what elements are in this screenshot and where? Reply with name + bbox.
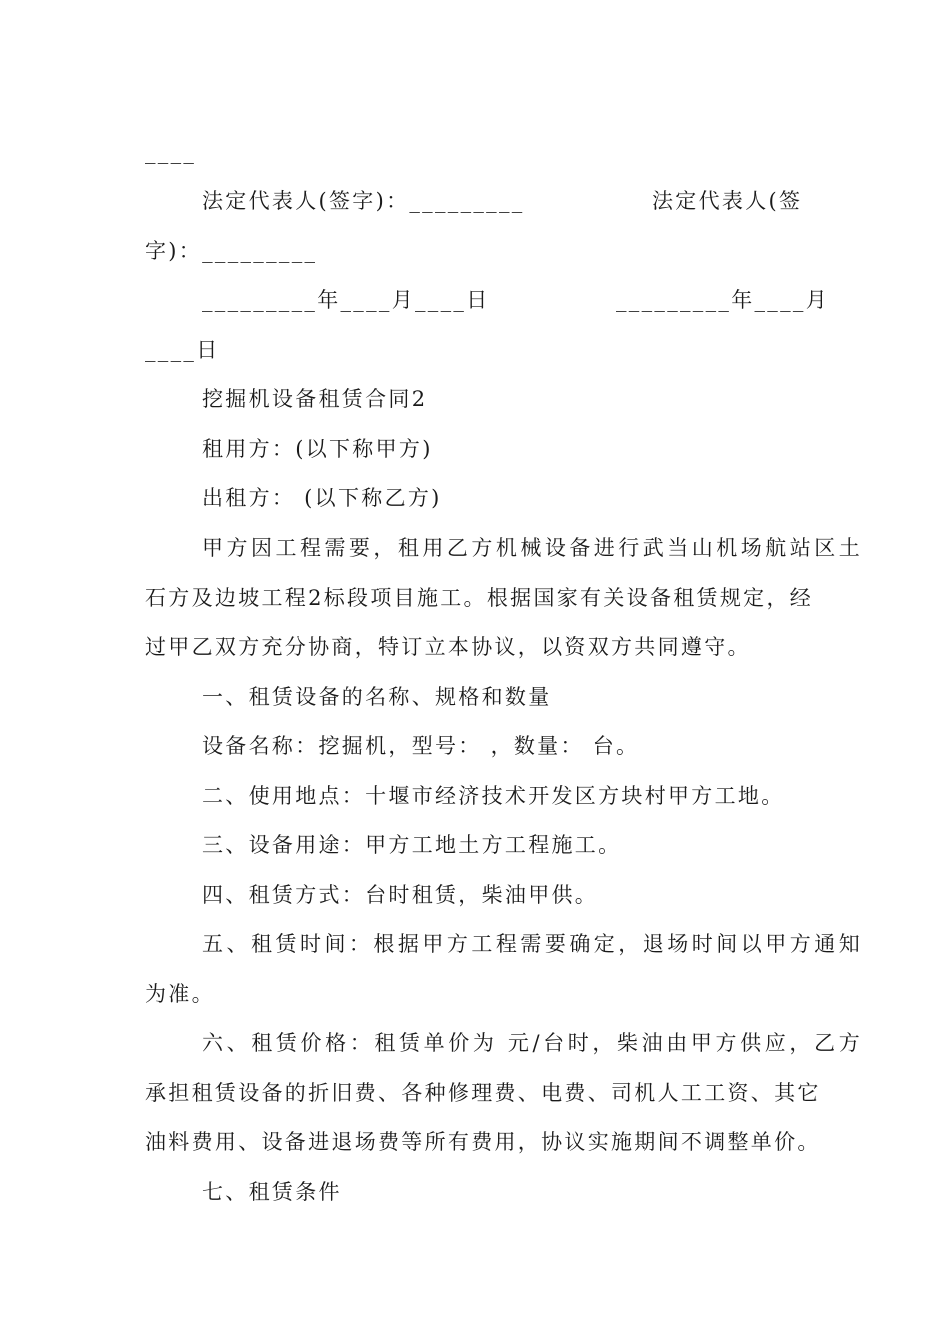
date-line	[145, 285, 862, 315]
section-5-time-line-1: 五、租赁时间：根据甲方工程需要确定，退场时间以甲方通知	[202, 932, 862, 956]
section-5-time-line-2: 为准。	[145, 982, 215, 1006]
lessor-line: 出租方： (以下称乙方)	[202, 486, 442, 510]
legal-rep-signature-b-start: 法定代表人(签	[652, 189, 803, 213]
intro-paragraph-line-3: 过甲乙双方充分协商，特订立本协议，以资双方共同遵守。	[145, 635, 751, 659]
signature-line-party-a	[145, 186, 862, 216]
date-party-b-end: ____日	[145, 338, 220, 362]
section-6-price-line-2: 承担租赁设备的折旧费、各种修理费、电费、司机人工工资、其它	[145, 1081, 821, 1105]
legal-rep-signature-b-end: 字)：_________	[145, 239, 318, 263]
date-party-a: _________年____月____日	[202, 288, 490, 312]
intro-paragraph-line-1: 甲方因工程需要，租用乙方机械设备进行武当山机场航站区土	[202, 536, 862, 560]
equipment-name-line: 设备名称：挖掘机，型号： ，数量： 台。	[202, 734, 640, 758]
legal-rep-signature-a: 法定代表人(签字)：_________	[202, 189, 525, 213]
section-2-location: 二、使用地点：十堰市经济技术开发区方块村甲方工地。	[202, 784, 785, 808]
section-4-method: 四、租赁方式：台时租赁，柴油甲供。	[202, 883, 599, 907]
section-7-heading: 七、租赁条件	[202, 1180, 342, 1204]
lessee-line: 租用方：(以下称甲方)	[202, 437, 433, 461]
section-6-price-line-3: 油料费用、设备进退场费等所有费用，协议实施期间不调整单价。	[145, 1130, 821, 1154]
date-party-b-start: _________年____月	[616, 288, 829, 312]
intro-paragraph-line-2: 石方及边坡工程2标段项目施工。根据国家有关设备租赁规定，经	[145, 586, 814, 610]
section-1-heading: 一、租赁设备的名称、规格和数量	[202, 685, 552, 709]
signature-underline-fragment: ____	[145, 140, 197, 164]
section-6-price-line-1: 六、租赁价格：租赁单价为 元/台时，柴油由甲方供应，乙方	[202, 1031, 862, 1055]
section-3-purpose: 三、设备用途：甲方工地土方工程施工。	[202, 833, 622, 857]
contract-title: 挖掘机设备租赁合同2	[202, 387, 428, 411]
